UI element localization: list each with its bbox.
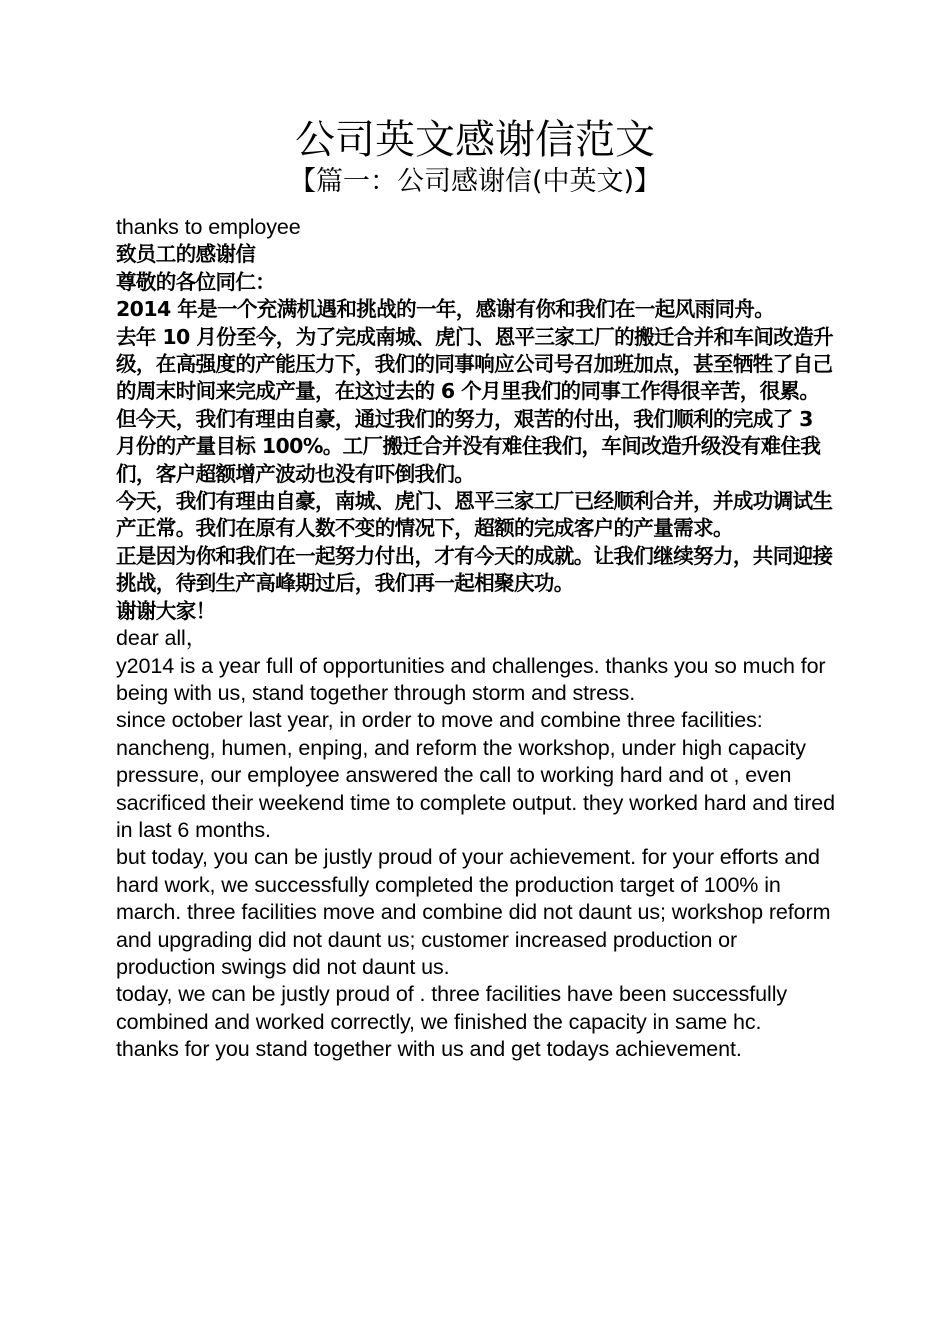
paragraph: 但今天，我们有理由自豪，通过我们的努力，艰苦的付出，我们顺利的完成了 3 月份的产量目标 100%。工厂搬迁合并没有难住我们，车间改造升级没有难住我们，客户超额增产波动也没有吓倒我们。 — [116, 406, 821, 486]
paragraph: 去年 10 月份至今，为了完成南城、虎门、恩平三家工厂的搬迁合并和车间改造升级，在高强度的产能压力下，我们的同事响应公司号召加班加点，甚至牺牲了自己的周末时间来完成产量，在这过去的 6 个月里我们的同事工作得很辛苦，很累。 — [116, 324, 833, 404]
paragraph: thanks for you stand together with us and get todays achievement. — [116, 1037, 742, 1062]
paragraph: 今天，我们有理由自豪，南城、虎门、恩平三家工厂已经顺利合并，并成功调试生产正常。我们在原有人数不变的情况下，超额的完成客户的产量需求。 — [116, 489, 833, 541]
paragraph: 正是因为你和我们在一起努力付出，才有今天的成就。让我们继续努力，共同迎接挑战，待到生产高峰期过后，我们再一起相聚庆功。 — [116, 543, 833, 596]
document-body — [116, 214, 838, 1064]
paragraph: 致员工的感谢信 — [116, 242, 256, 267]
paragraph: thanks to employee — [116, 215, 301, 239]
paragraph: 谢谢大家！ — [116, 598, 216, 623]
paragraph: 尊敬的各位同仁： — [116, 269, 276, 294]
paragraph: y2014 is a year full of opportunities and challenges. thanks you so much for being with us, stand together through storm and stress. — [116, 653, 826, 705]
document-title: 公司英文感谢信范文 — [295, 117, 655, 163]
document-subtitle: 【篇一：公司感谢信(中英文)】 — [288, 166, 662, 197]
paragraph: 2014 年是一个充满机遇和挑战的一年，感谢有你和我们在一起风雨同舟。 — [116, 297, 775, 322]
paragraph: dear all， — [116, 626, 208, 651]
paragraph: today, we can be justly proud of . three facilities have been successfully combined and worked correctly, we finished the capacity in same hc. — [116, 982, 788, 1034]
paragraph: but today, you can be justly proud of your achievement. for your efforts and hard work, we successfully completed the production target of 100% in march. three facilities move and combine did not daunt us; workshop reform and upgrading did not daunt us; customer increased production or production swings did not daunt us. — [116, 845, 831, 979]
paragraph: since october last year, in order to move and combine three facilities: nancheng, humen, enping, and reform the workshop, under high capacity pressure, our employee answered the call to working hard and ot , even sacrificed their weekend time to complete output. they worked hard and tired in last 6 months. — [116, 708, 836, 842]
